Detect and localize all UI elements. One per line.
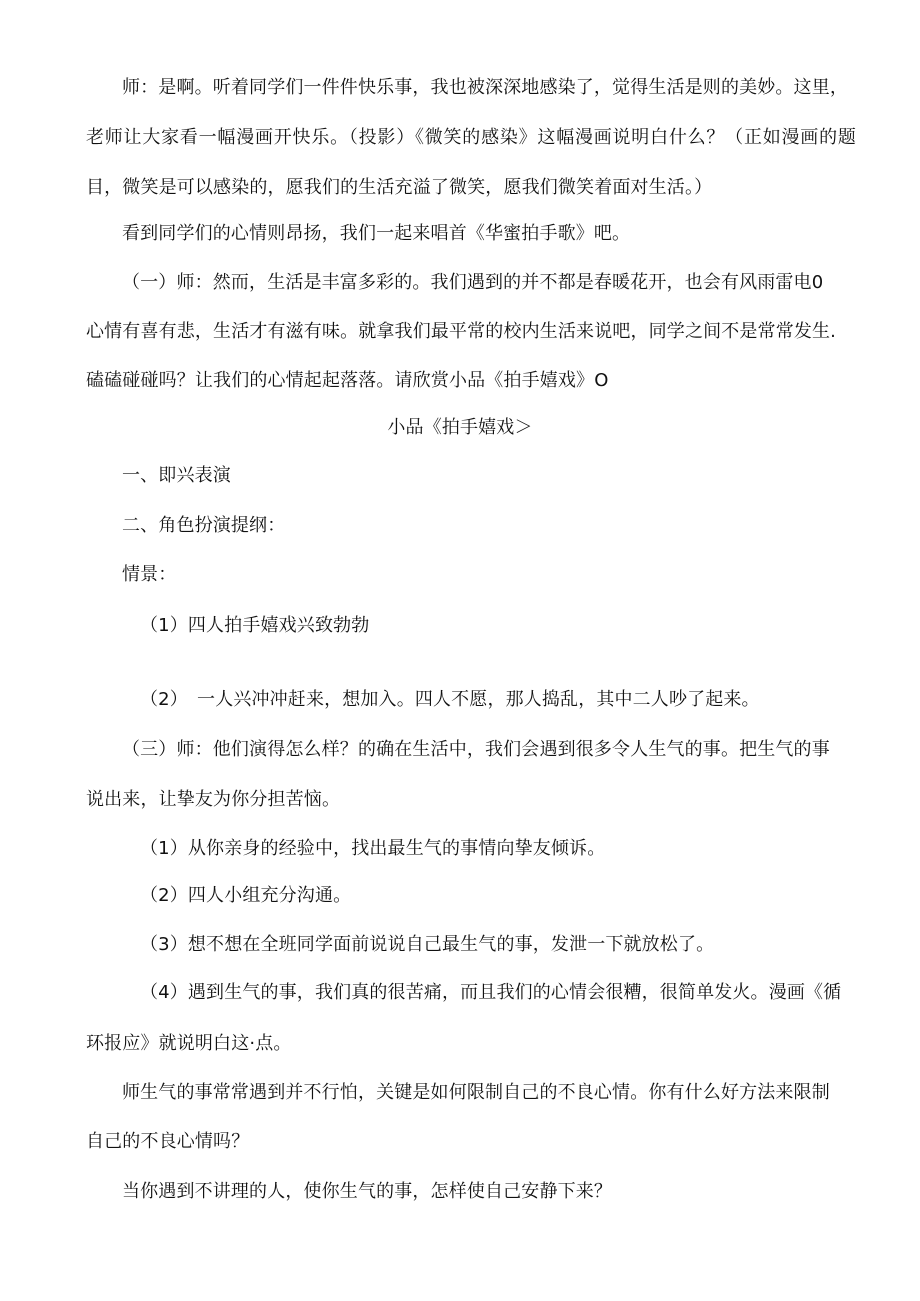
step-item-4-line-1: （4）遇到生气的事，我们真的很苦痛，而且我们的心情会很糟，很简单发火。漫画《循 [140,982,842,1003]
paragraph-1-line-1: 师：是啊。听着同学们一件件快乐事，我也被深深地感染了，觉得生活是则的美妙。这里， [122,77,848,98]
paragraph-4-line-2: 说出来，让挚友为你分担苦恼。 [86,789,341,810]
paragraph-2: 看到同学们的心情则昂扬，我们一起来唱首《华蜜拍手歌》吧。 [122,223,631,244]
step-item-1: （1）从你亲身的经验中，找出最生气的事情向挚友倾诉。 [140,838,606,859]
step-item-2: （2）四人小组充分沟通。 [140,885,352,906]
scene-item-1: （1）四人拍手嬉戏兴致勃勃 [140,615,370,636]
paragraph-5-line-1: 师生气的事常常遇到并不行怕，关键是如何限制自己的不良心情。你有什么好方法来限制 [122,1082,830,1103]
scene-item-2: （2） 一人兴冲冲赶来，想加入。四人不愿，那人捣乱，其中二人吵了起来。 [140,689,760,710]
paragraph-5-line-2: 自己的不良心情吗？ [86,1131,250,1152]
outline-item-2: 二、角色扮演提纲： [122,515,286,536]
scene-label: 情景： [122,564,177,585]
paragraph-1-line-3: 目，微笑是可以感染的，愿我们的生活充溢了微笑，愿我们微笑着面对生活。） [86,177,713,198]
paragraph-6: 当你遇到不讲理的人，使你生气的事，怎样使自己安静下来？ [122,1181,613,1202]
paragraph-3-line-1: （一）师：然而，生活是丰富多彩的。我们遇到的并不都是春暖花开，也会有风雨雷电0 [122,272,824,293]
step-item-4-line-2: 环报应》就说明白这·点。 [86,1033,292,1054]
paragraph-3-line-2: 心情有喜有悲，生活才有滋有味。就拿我们最平常的校内生活来说吧，同学之间不是常常发生. [86,321,837,342]
paragraph-4-line-1: （三）师：他们演得怎么样？的确在生活中，我们会遇到很多令人生气的事。把生气的事 [122,739,830,760]
paragraph-3-line-3: 磕磕碰碰吗？让我们的心情起起落落。请欣赏小品《拍手嬉戏》O [86,370,609,391]
step-item-3: （3）想不想在全班同学面前说说自己最生气的事，发泄一下就放松了。 [140,934,715,955]
paragraph-1-line-2: 老师让大家看一幅漫画开快乐。（投影）《微笑的感染》这幅漫画说明白什么？（正如漫画的题 [86,127,856,148]
outline-item-1: 一、即兴表演 [122,465,231,486]
skit-title: 小品《拍手嬉戏＞ [387,417,533,438]
